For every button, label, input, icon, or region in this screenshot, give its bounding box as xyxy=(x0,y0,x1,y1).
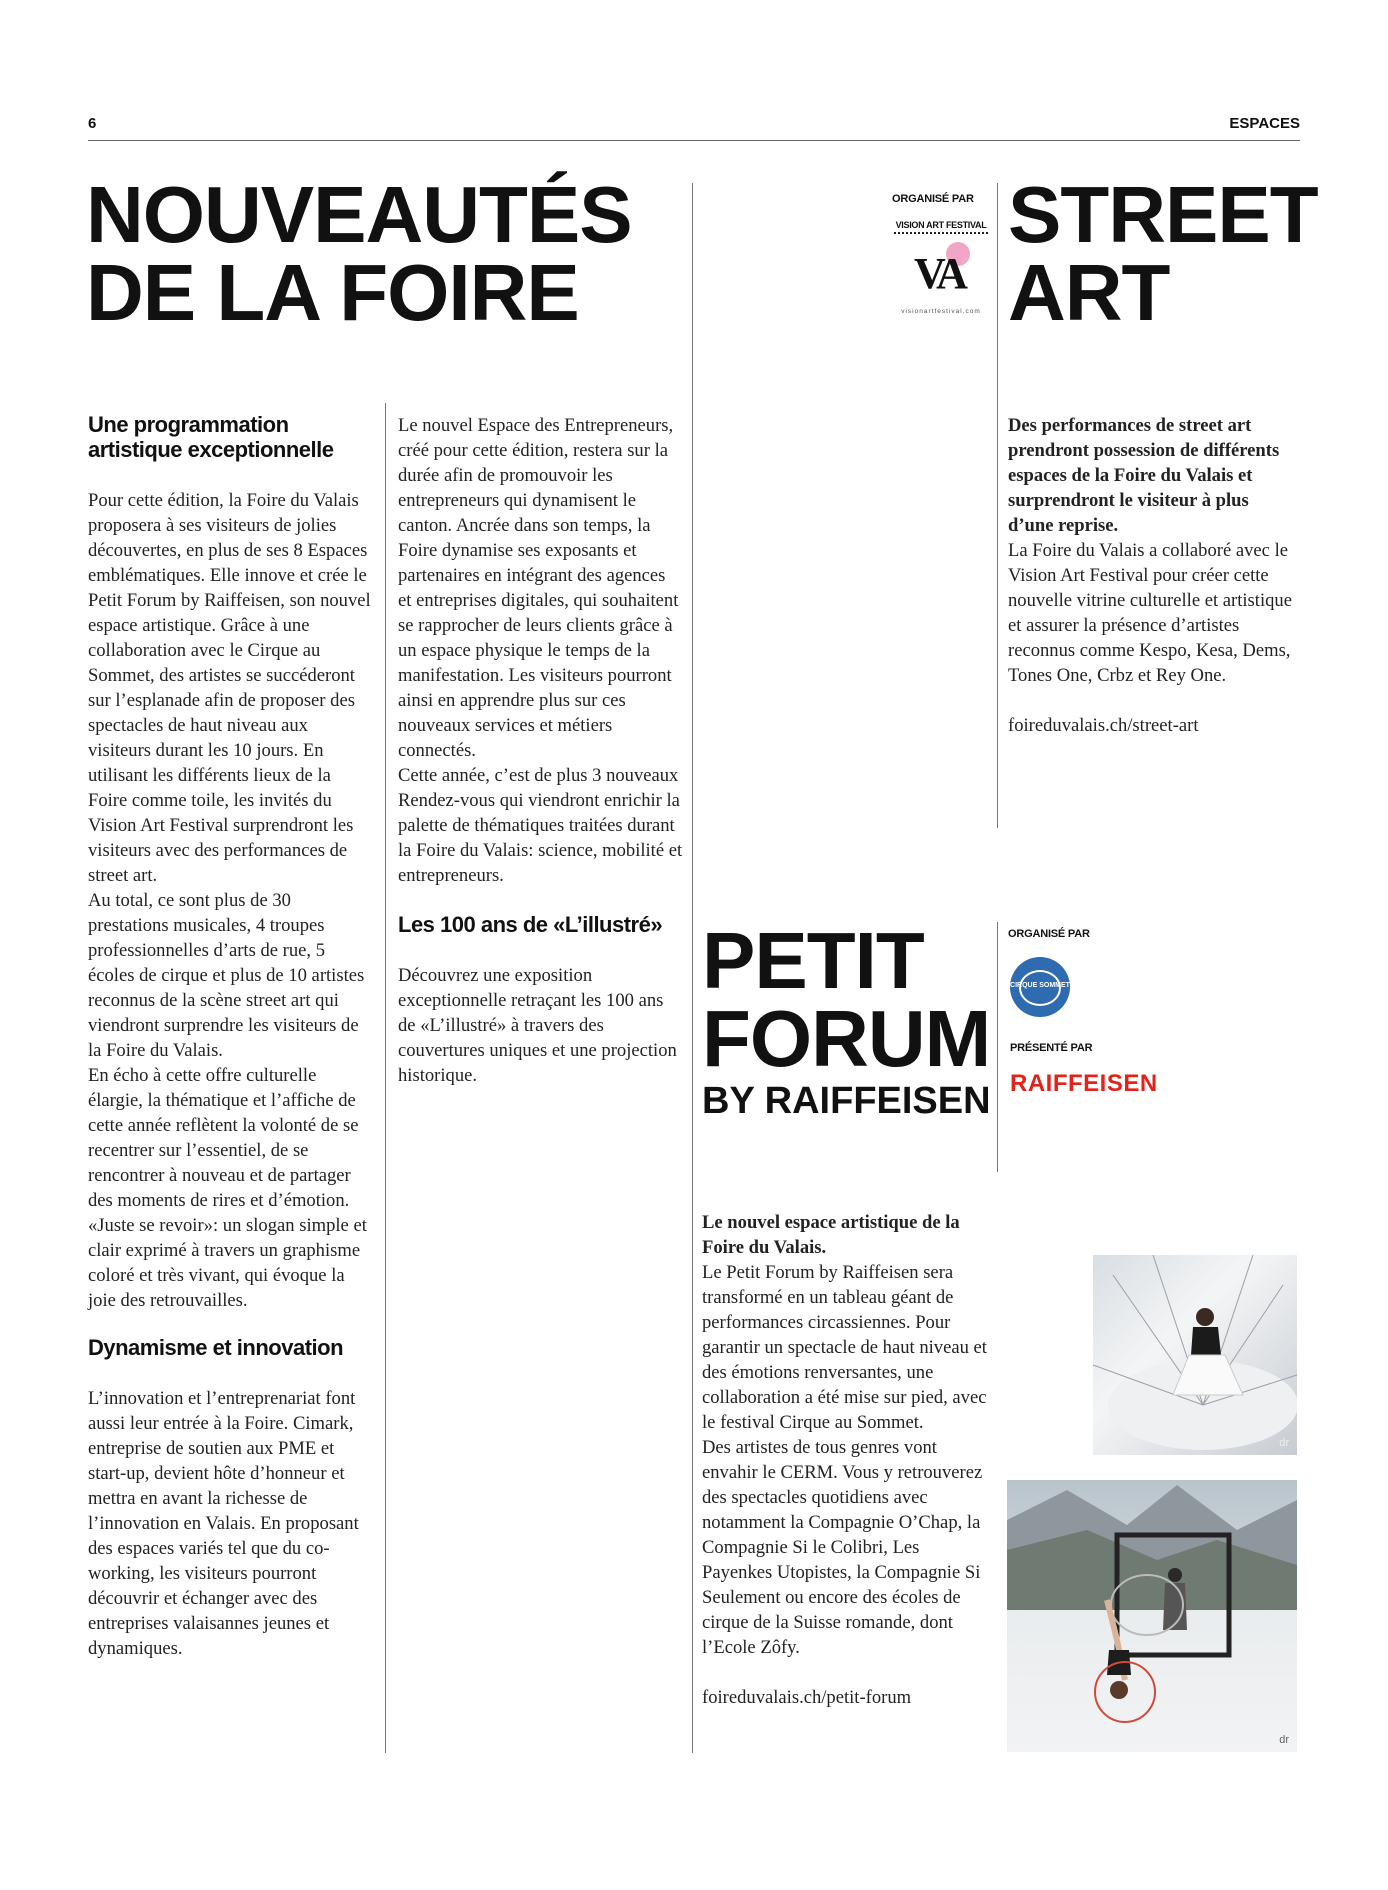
page-number: 6 xyxy=(88,115,97,132)
photo-hoop-performers xyxy=(1007,1480,1297,1752)
column-divider-forum xyxy=(997,922,998,1172)
photo-credit-2: dr xyxy=(1279,1734,1289,1746)
subheading-programmation: Une programmation artistique exceptionnelle xyxy=(88,412,334,462)
streetart-text: Des performances de street art prendront possession de différents espaces de la Foire du Valais et surprendront le visiteur à plus d’une reprise. La Foire du Valais a collaboré avec le Vision Art Festival pour créer cette nouvelle vitrine culturelle et artistique et assurer la présence d’artistes reconnus comme Kespo, Kesa, Dems, Tones One, Crbz et Rey One. foireduvalais.ch/street-art xyxy=(1008,413,1298,738)
petit-forum-title: PETIT FORUM BY RAIFFEISEN xyxy=(702,916,991,1122)
raiffeisen-logo: RAIFFEISEN xyxy=(1010,1070,1158,1097)
streetart-title: STREET ART xyxy=(1008,170,1318,338)
forum-organise-par: ORGANISÉ PAR xyxy=(1008,928,1090,940)
column-1 xyxy=(88,412,373,1661)
column-2-text: Le nouvel Espace des Entrepreneurs, créé pour cette édition, restera sur la durée afin de promouvoir les entrepreneurs qui dynamisent le canton. Ancrée dans son temps, la Foire dynamise ses exposants et partenaires en intégrant des agences et entreprises digitales, qui souhaitent se rapprocher de leurs clients grâce à un espace physique le temps de la manifestation. Les visiteurs pourront ainsi en apprendre plus sur ces nouveaux services et métiers connectés. Cette année, c’est de plus 3 nouveaux Rendez-vous qui viendront enrichir la palette de thématiques traitées durant la Foire du Valais: science, mobilité et entrepreneurs. xyxy=(398,415,683,886)
photo-credit-1: dr xyxy=(1279,1437,1289,1449)
subheading-illustre: Les 100 ans de «L’illustré» xyxy=(398,912,663,937)
column-1-text-2: L’innovation et l’entreprenariat font aussi leur entrée à la Foire. Cimark, entreprise de soutien aux PME et start-up, devient hôte d’honneur et mettra en avant la richesse de l’innovation en Valais. En proposant des espaces variés tel que du co-working, les visiteurs pourront découvrir et échanger avec des entreprises valaisannes jeunes et dynamiques. xyxy=(88,1388,359,1659)
petit-forum-text: Le nouvel espace artistique de la Foire du Valais. Le Petit Forum by Raiffeisen sera transformé en un tableau géant de performances circassiennes. Pour garantir un spectacle de haut niveau et des émotions renversantes, une collaboration a été mise sur pied, avec le festival Cirque au Sommet. Des artistes de tous genres vont envahir le CERM. Vous y retrouverez des spectacles quotidiens avec notamment la Compagnie O’Chap, la Compagnie Si le Colibri, Les Payenkes Utopistes, la Compagnie Si Seulement ou encore des écoles de cirque de la Suisse romande, dont l’Ecole Zôfy. foireduvalais.ch/petit-forum xyxy=(702,1210,992,1710)
forum-presente-par: PRÉSENTÉ PAR xyxy=(1010,1042,1093,1054)
photo-aerial-performer xyxy=(1093,1255,1297,1455)
petit-forum-link[interactable]: foireduvalais.ch/petit-forum xyxy=(702,1687,912,1708)
column-1-text: Pour cette édition, la Foire du Valais proposera à ses visiteurs de jolies découvertes, en plus de ses 8 Espaces emblématiques. Elle innove et crée le Petit Forum by Raiffeisen, son nouvel espace artistique. Grâce à une collaboration avec le Cirque au Sommet, des artistes se succéderont sur l’esplanade afin de proposer des spectacles de haut niveau aux visiteurs durant les 10 jours. En utilisant les différents lieux de la Foire comme toile, les invités du Vision Art Festival surprendront les visiteurs avec des performances de street art. Au total, ce sont plus de 30 prestations musicales, 4 troupes professionnelles d’arts de rue, 5 écoles de cirque et plus de 10 artistes reconnus de la scène street art qui viendront surprendre les visiteurs de la Foire du Valais. En écho à cette offre culturelle élargie, la thématique et l’affiche de cette année reflètent la volonté de se recentrer sur l’essentiel, de se rencontrer à nouveau et de partager des moments de rires et d’émotion. «Juste se revoir»: un slogan simple et clair exprimé à travers un graphisme coloré et très vivant, qui évoque la joie des retrouvailles. xyxy=(88,490,371,1311)
subheading-dynamisme: Dynamisme et innovation xyxy=(88,1335,344,1360)
column-divider-main xyxy=(692,183,693,1753)
vision-art-festival-logo: VISION ART FESTIVAL VA visionartfestival.com xyxy=(895,220,987,315)
column-2 xyxy=(398,413,683,1088)
column-2-text-2: Découvrez une exposition exceptionnelle retraçant les 100 ans de «L’illustré» à travers des couvertures uniques et une projection historique. xyxy=(398,965,677,1086)
cirque-au-sommet-logo: CIRQUE SOMMET xyxy=(1010,957,1070,1017)
streetart-link[interactable]: foireduvalais.ch/street-art xyxy=(1008,715,1199,736)
nouveautes-title: NOUVEAUTÉS DE LA FOIRE xyxy=(86,170,632,338)
header-rule xyxy=(88,140,1300,141)
column-divider-left xyxy=(385,403,386,1753)
section-label: ESPACES xyxy=(1229,115,1300,132)
streetart-organise-par: ORGANISÉ PAR xyxy=(892,193,974,205)
column-divider-streetart xyxy=(997,183,998,828)
